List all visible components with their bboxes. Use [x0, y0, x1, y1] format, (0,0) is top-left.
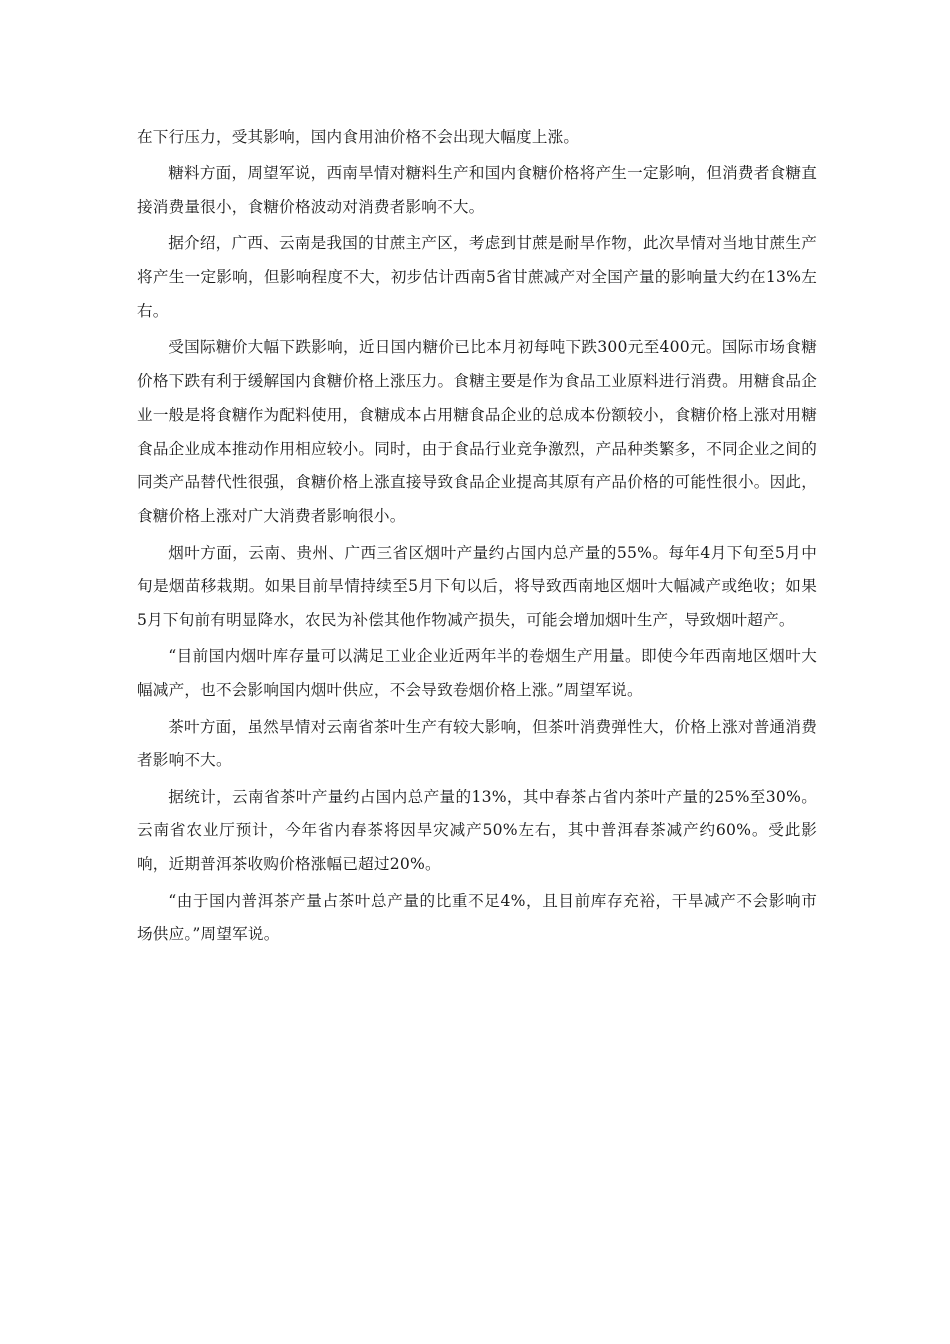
paragraph-sugar-price: 受国际糖价大幅下跌影响，近日国内糖价已比本月初每吨下跌300元至400元。国际市场食糖价格下跌有利于缓解国内食糖价格上涨压力。食糖主要是作为食品工业原料进行消费。用糖食品企业一般是将食糖作为配料使用，食糖成本占用糖食品企业的总成本份额较小，食糖价格上涨对用糖食品企业成本推动作用相应较小。同时，由于食品行业竞争激烈，产品种类繁多，不同企业之间的同类产品替代性很强，食糖价格上涨直接导致食品企业提高其原有产品价格的可能性很小。因此，食糖价格上涨对广大消费者影响很小。 — [137, 338, 817, 526]
paragraph-tea-stats: 据统计，云南省茶叶产量约占国内总产量的13%，其中春茶占省内茶叶产量的25%至30%。云南省农业厅预计，今年省内春茶将因旱灾减产50%左右，其中普洱春茶减产约60%。受此影响，近期普洱茶收购价格涨幅已超过20%。 — [137, 787, 817, 874]
article-body — [137, 121, 817, 955]
paragraph-puer-quote: “由于国内普洱茶产量占茶叶总产量的比重不足4%，且目前库存充裕，干旱减产不会影响市场供应。”周望军说。 — [137, 891, 817, 944]
paragraph-sugarcane: 据介绍，广西、云南是我国的甘蔗主产区，考虑到甘蔗是耐旱作物，此次旱情对当地甘蔗生产将产生一定影响，但影响程度不大，初步估计西南5省甘蔗减产对全国产量的影响量大约在13%左右。 — [137, 234, 817, 320]
paragraph-tobacco: 烟叶方面，云南、贵州、广西三省区烟叶产量约占国内总产量的55%。每年4月下旬至5月中旬是烟苗移栽期。如果目前旱情持续至5月下旬以后，将导致西南地区烟叶大幅减产或绝收；如果5月下旬前有明显降水，农民为补偿其他作物减产损失，可能会增加烟叶生产，导致烟叶超产。 — [137, 543, 817, 630]
paragraph-sugar-intro: 糖料方面，周望军说，西南旱情对糖料生产和国内食糖价格将产生一定影响，但消费者食糖直接消费量很小，食糖价格波动对消费者影响不大。 — [137, 164, 817, 217]
paragraph-continuation: 在下行压力，受其影响，国内食用油价格不会出现大幅度上涨。 — [137, 128, 580, 146]
paragraph-tea: 茶叶方面，虽然旱情对云南省茶叶生产有较大影响，但茶叶消费弹性大，价格上涨对普通消费者影响不大。 — [137, 717, 817, 770]
paragraph-tobacco-quote: “目前国内烟叶库存量可以满足工业企业近两年半的卷烟生产用量。即使今年西南地区烟叶大幅减产，也不会影响国内烟叶供应，不会导致卷烟价格上涨。”周望军说。 — [137, 647, 817, 700]
